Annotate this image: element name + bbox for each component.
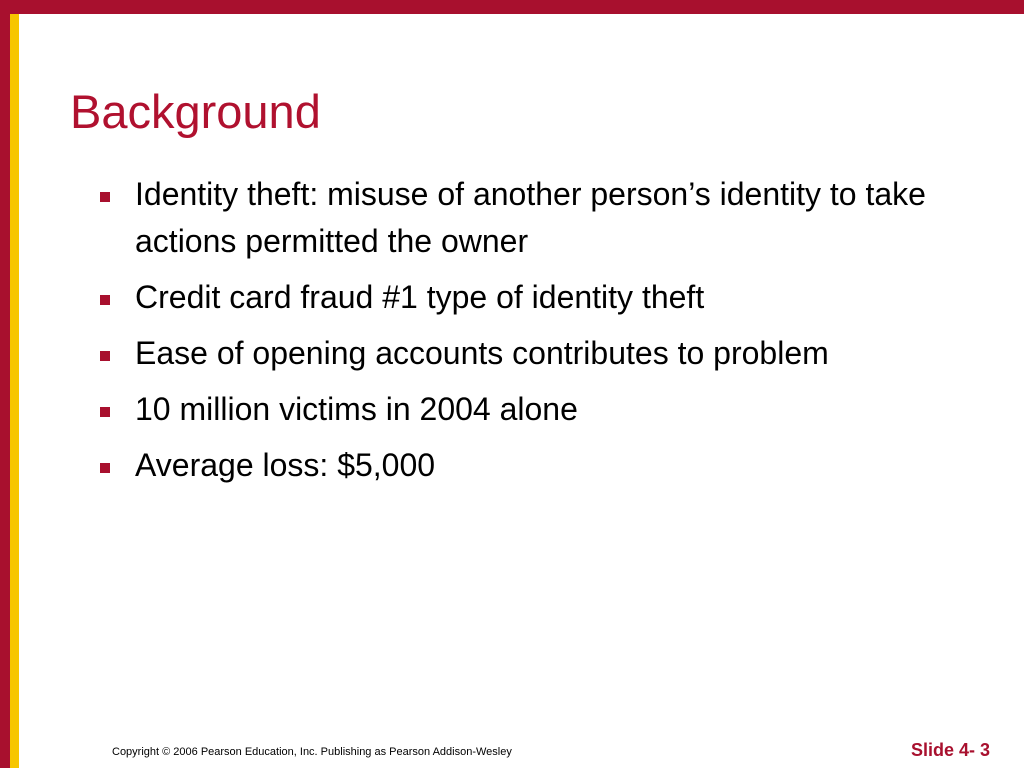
square-bullet-icon (100, 463, 110, 473)
bullet-list (94, 171, 984, 498)
square-bullet-icon (100, 351, 110, 361)
left-yellow-bar (10, 14, 19, 768)
left-red-bar (0, 0, 10, 768)
square-bullet-icon (100, 192, 110, 202)
top-accent-bar (0, 0, 1024, 14)
bullet-text: Ease of opening accounts contributes to problem (135, 335, 829, 371)
bullet-item (94, 330, 984, 377)
bullet-item (94, 171, 984, 265)
slide-title: Background (70, 85, 321, 138)
bullet-item (94, 274, 984, 321)
bullet-item (94, 442, 984, 489)
footer-copyright: Copyright © 2006 Pearson Education, Inc. Publishing as Pearson Addison-Wesley (112, 746, 512, 758)
bullet-item (94, 386, 984, 433)
bullet-text: 10 million victims in 2004 alone (135, 391, 578, 427)
bullet-text: Average loss: $5,000 (135, 447, 436, 483)
bullet-text: Credit card fraud #1 type of identity theft (135, 279, 705, 315)
square-bullet-icon (100, 407, 110, 417)
square-bullet-icon (100, 295, 110, 305)
bullet-text: Identity theft: misuse of another person’s identity to take actions permitted the owner (135, 176, 926, 259)
slide-number: Slide 4- 3 (910, 740, 990, 760)
